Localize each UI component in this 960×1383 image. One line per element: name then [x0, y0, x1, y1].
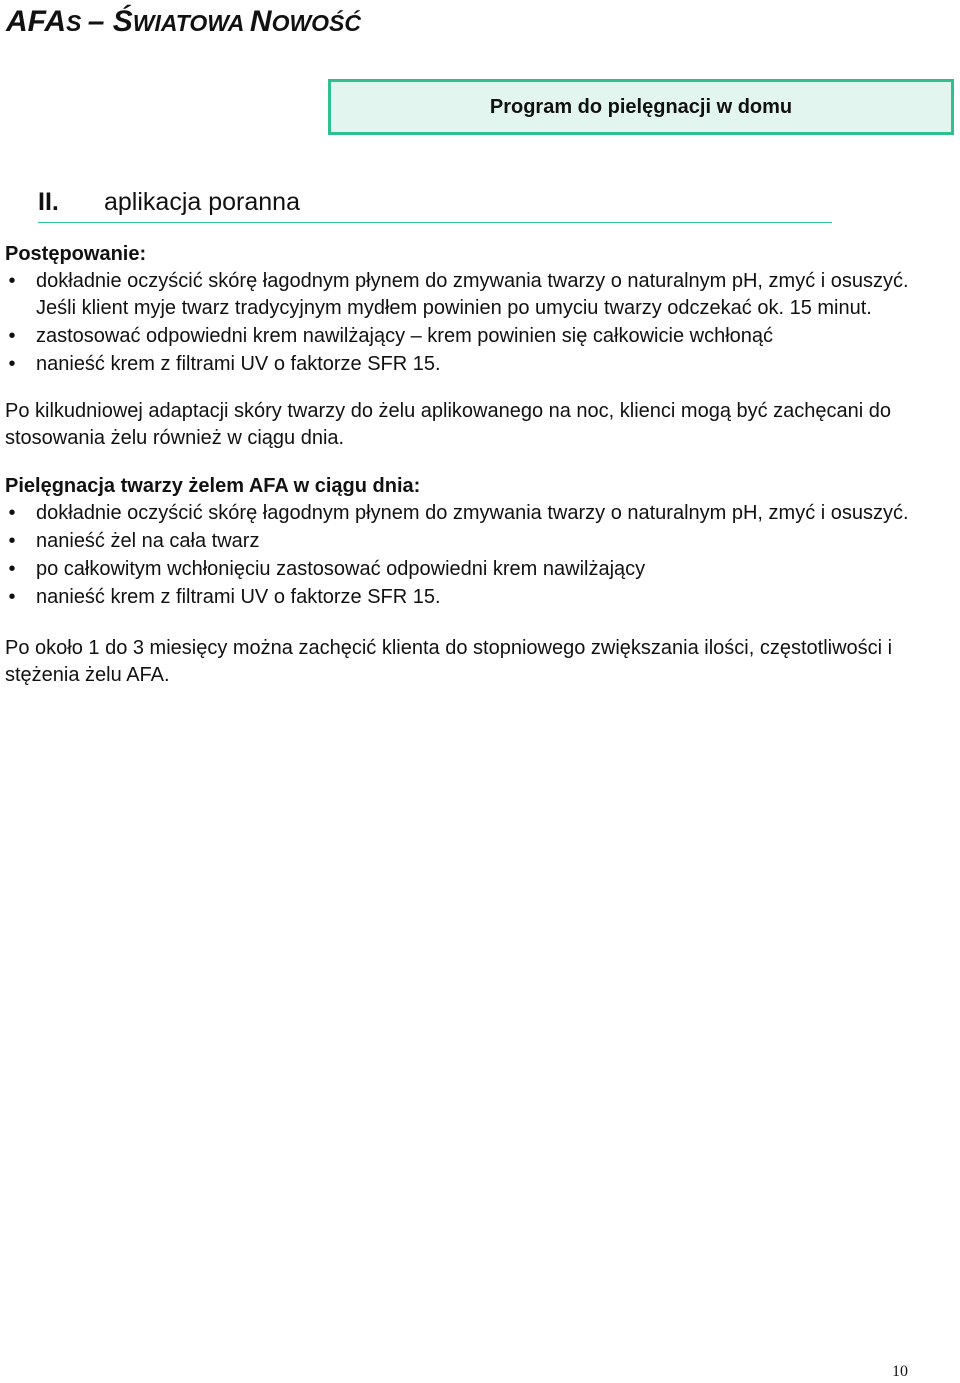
- document-body: [5, 241, 945, 689]
- progression-paragraph: Po około 1 do 3 miesięcy można zachęcić klienta do stopniowego zwiększania ilości, częstotliwości i stężenia żelu AFA.: [5, 637, 893, 686]
- section-heading: [38, 184, 832, 223]
- list-item-text: dokładnie oczyścić skórę łagodnym płynem do zmywania twarzy o naturalnym pH, zmyć i osuszyć.: [36, 502, 909, 524]
- page-number: 10: [892, 1363, 908, 1380]
- list-item: [5, 556, 945, 583]
- list-item-text: nanieść żel na cała twarz: [36, 530, 260, 552]
- list-item: [5, 323, 945, 350]
- title-part: N: [249, 5, 272, 38]
- bullet-icon: •: [8, 353, 16, 375]
- daytime-steps-list: [5, 500, 945, 611]
- bullet-icon: •: [8, 530, 16, 552]
- title-part: S: [66, 10, 88, 36]
- bullet-icon: •: [8, 502, 16, 524]
- program-banner: [328, 79, 954, 135]
- list-item: [5, 351, 945, 378]
- list-item-text: po całkowitym wchłonięciu zastosować odpowiedni krem nawilżający: [36, 558, 646, 580]
- bullet-icon: •: [8, 558, 16, 580]
- section-title: aplikacja poranna: [104, 188, 300, 216]
- title-part: AFA: [6, 5, 66, 38]
- document-title: [6, 2, 361, 43]
- list-item: [5, 584, 945, 611]
- bullet-icon: •: [8, 270, 16, 292]
- list-item: [5, 268, 945, 322]
- list-item-text: zastosować odpowiedni krem nawilżający – krem powinien się całkowicie wchłonąć: [36, 325, 774, 347]
- bullet-icon: •: [8, 586, 16, 608]
- procedure-heading: Postępowanie:: [5, 243, 147, 265]
- title-part: WIATOWA: [132, 10, 250, 36]
- list-item-text: nanieść krem z filtrami UV o faktorze SFR 15.: [36, 586, 441, 608]
- banner-text: Program do pielęgnacji w domu: [489, 95, 793, 118]
- list-item: [5, 528, 945, 555]
- daytime-care-heading: Pielęgnacja twarzy żelem AFA w ciągu dnia:: [5, 475, 421, 497]
- title-part: OWOŚĆ: [271, 10, 362, 36]
- list-item: [5, 500, 945, 527]
- list-item-text: dokładnie oczyścić skórę łagodnym płynem do zmywania twarzy o naturalnym pH, zmyć i osuszyć. Jeśli klient myje twarz tradycyjnym mydłem powinien po umyciu twarzy odczekać ok. 15 minut.: [36, 270, 909, 319]
- morning-steps-list: [5, 268, 945, 378]
- title-part: – Ś: [87, 5, 133, 38]
- section-number: II.: [38, 188, 59, 216]
- bullet-icon: •: [8, 325, 16, 347]
- adaptation-paragraph: Po kilkudniowej adaptacji skóry twarzy do żelu aplikowanego na noc, klienci mogą być zachęcani do stosowania żelu również w ciągu dnia.: [5, 400, 892, 449]
- list-item-text: nanieść krem z filtrami UV o faktorze SFR 15.: [36, 353, 441, 375]
